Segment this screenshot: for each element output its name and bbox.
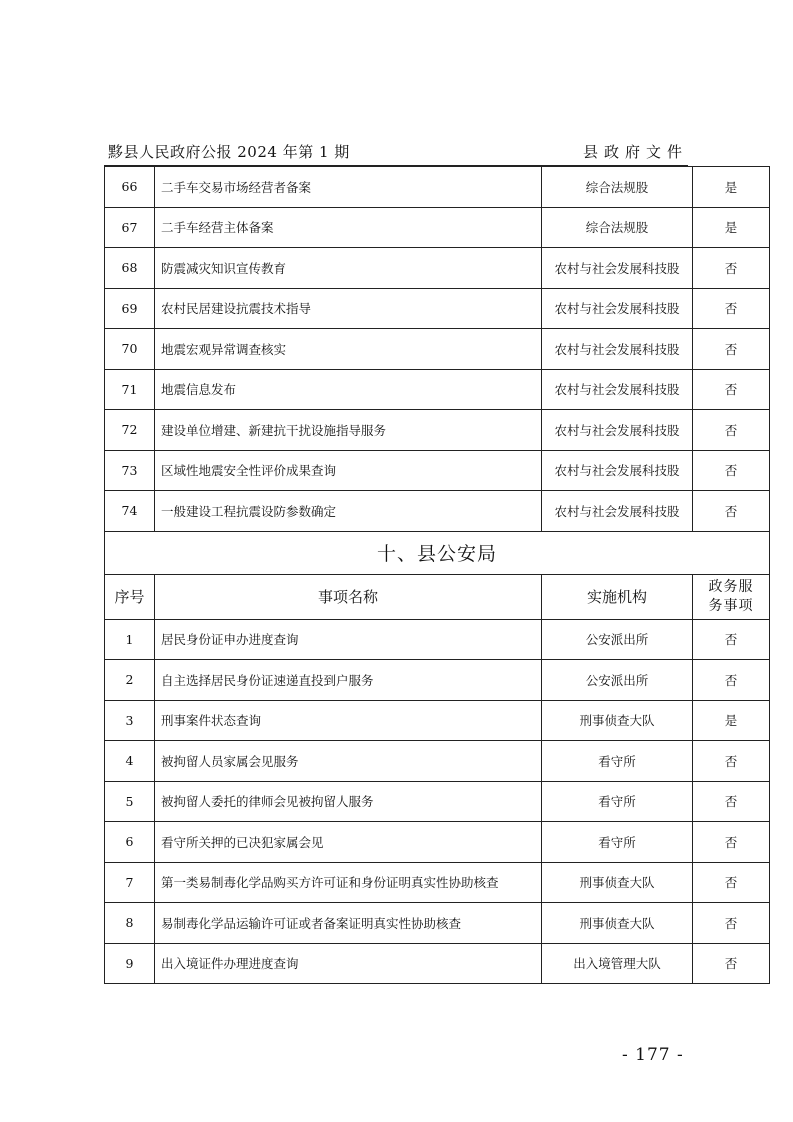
gov-service-flag: 是 bbox=[693, 167, 770, 208]
gov-service-flag: 否 bbox=[693, 248, 770, 289]
implementing-agency: 农村与社会发展科技股 bbox=[542, 248, 693, 289]
row-number: 4 bbox=[105, 741, 155, 782]
implementing-agency: 刑事侦查大队 bbox=[542, 700, 693, 741]
item-name: 第一类易制毒化学品购买方许可证和身份证明真实性协助核查 bbox=[155, 862, 542, 903]
implementing-agency: 看守所 bbox=[542, 781, 693, 822]
row-number: 67 bbox=[105, 207, 155, 248]
table-row bbox=[105, 410, 770, 451]
table-row bbox=[105, 862, 770, 903]
implementing-agency: 看守所 bbox=[542, 822, 693, 863]
gov-service-flag: 是 bbox=[693, 207, 770, 248]
gov-service-flag: 否 bbox=[693, 943, 770, 984]
implementing-agency: 农村与社会发展科技股 bbox=[542, 369, 693, 410]
gov-service-flag: 是 bbox=[693, 700, 770, 741]
service-items-table bbox=[104, 166, 770, 984]
gov-service-flag: 否 bbox=[693, 903, 770, 944]
row-number: 71 bbox=[105, 369, 155, 410]
row-number: 1 bbox=[105, 619, 155, 660]
row-number: 2 bbox=[105, 660, 155, 701]
gov-service-flag: 否 bbox=[693, 660, 770, 701]
implementing-agency: 刑事侦查大队 bbox=[542, 862, 693, 903]
table-row bbox=[105, 248, 770, 289]
row-number: 73 bbox=[105, 450, 155, 491]
table-row bbox=[105, 491, 770, 532]
section-label: 县政府文件 bbox=[582, 143, 688, 161]
row-number: 68 bbox=[105, 248, 155, 289]
column-header-name: 事项名称 bbox=[155, 574, 542, 619]
implementing-agency: 公安派出所 bbox=[542, 660, 693, 701]
table-row bbox=[105, 700, 770, 741]
column-header-flag bbox=[693, 574, 770, 619]
row-number: 70 bbox=[105, 329, 155, 370]
implementing-agency: 农村与社会发展科技股 bbox=[542, 491, 693, 532]
table-row bbox=[105, 167, 770, 208]
gov-service-flag: 否 bbox=[693, 369, 770, 410]
implementing-agency: 刑事侦查大队 bbox=[542, 903, 693, 944]
row-number: 66 bbox=[105, 167, 155, 208]
item-name: 刑事案件状态查询 bbox=[155, 700, 542, 741]
gov-service-flag: 否 bbox=[693, 450, 770, 491]
implementing-agency: 综合法规股 bbox=[542, 207, 693, 248]
item-name: 区域性地震安全性评价成果查询 bbox=[155, 450, 542, 491]
table-row bbox=[105, 822, 770, 863]
implementing-agency: 农村与社会发展科技股 bbox=[542, 410, 693, 451]
gov-service-flag: 否 bbox=[693, 619, 770, 660]
table-row bbox=[105, 781, 770, 822]
gov-service-flag: 否 bbox=[693, 329, 770, 370]
row-number: 6 bbox=[105, 822, 155, 863]
row-number: 69 bbox=[105, 288, 155, 329]
gov-service-flag: 否 bbox=[693, 491, 770, 532]
gov-service-flag: 否 bbox=[693, 288, 770, 329]
item-name: 易制毒化学品运输许可证或者备案证明真实性协助核查 bbox=[155, 903, 542, 944]
implementing-agency: 农村与社会发展科技股 bbox=[542, 450, 693, 491]
item-name: 被拘留人员家属会见服务 bbox=[155, 741, 542, 782]
table-row bbox=[105, 207, 770, 248]
gov-service-flag: 否 bbox=[693, 822, 770, 863]
implementing-agency: 出入境管理大队 bbox=[542, 943, 693, 984]
page-number: - 177 - bbox=[622, 1045, 684, 1065]
gazette-title: 黟县人民政府公报 2024 年第 1 期 bbox=[108, 143, 350, 161]
gov-service-flag: 否 bbox=[693, 741, 770, 782]
item-name: 居民身份证申办进度查询 bbox=[155, 619, 542, 660]
column-header-flag-line1: 政务服 bbox=[708, 578, 754, 595]
row-number: 7 bbox=[105, 862, 155, 903]
item-name: 地震信息发布 bbox=[155, 369, 542, 410]
item-name: 农村民居建设抗震技术指导 bbox=[155, 288, 542, 329]
row-number: 72 bbox=[105, 410, 155, 451]
implementing-agency: 综合法规股 bbox=[542, 167, 693, 208]
running-header bbox=[104, 141, 688, 166]
item-name: 防震减灾知识宣传教育 bbox=[155, 248, 542, 289]
row-number: 5 bbox=[105, 781, 155, 822]
item-name: 被拘留人委托的律师会见被拘留人服务 bbox=[155, 781, 542, 822]
item-name: 建设单位增建、新建抗干扰设施指导服务 bbox=[155, 410, 542, 451]
item-name: 出入境证件办理进度查询 bbox=[155, 943, 542, 984]
table-row bbox=[105, 619, 770, 660]
gov-service-flag: 否 bbox=[693, 781, 770, 822]
item-name: 一般建设工程抗震设防参数确定 bbox=[155, 491, 542, 532]
section-title: 十、县公安局 bbox=[105, 531, 770, 574]
table-row bbox=[105, 329, 770, 370]
column-header-no: 序号 bbox=[105, 574, 155, 619]
row-number: 9 bbox=[105, 943, 155, 984]
table-row bbox=[105, 741, 770, 782]
gov-service-flag: 否 bbox=[693, 862, 770, 903]
table-row bbox=[105, 369, 770, 410]
column-header-flag-line2: 务事项 bbox=[708, 597, 754, 614]
table-row bbox=[105, 943, 770, 984]
row-number: 8 bbox=[105, 903, 155, 944]
table-header-row bbox=[105, 574, 770, 619]
item-name: 二手车经营主体备案 bbox=[155, 207, 542, 248]
table-row bbox=[105, 903, 770, 944]
gov-service-flag: 否 bbox=[693, 410, 770, 451]
column-header-org: 实施机构 bbox=[542, 574, 693, 619]
table-row bbox=[105, 288, 770, 329]
item-name: 地震宏观异常调查核实 bbox=[155, 329, 542, 370]
row-number: 74 bbox=[105, 491, 155, 532]
implementing-agency: 公安派出所 bbox=[542, 619, 693, 660]
section-row bbox=[105, 531, 770, 574]
implementing-agency: 看守所 bbox=[542, 741, 693, 782]
row-number: 3 bbox=[105, 700, 155, 741]
item-name: 看守所关押的已决犯家属会见 bbox=[155, 822, 542, 863]
table-row bbox=[105, 450, 770, 491]
item-name: 二手车交易市场经营者备案 bbox=[155, 167, 542, 208]
implementing-agency: 农村与社会发展科技股 bbox=[542, 329, 693, 370]
item-name: 自主选择居民身份证速递直投到户服务 bbox=[155, 660, 542, 701]
table-row bbox=[105, 660, 770, 701]
implementing-agency: 农村与社会发展科技股 bbox=[542, 288, 693, 329]
